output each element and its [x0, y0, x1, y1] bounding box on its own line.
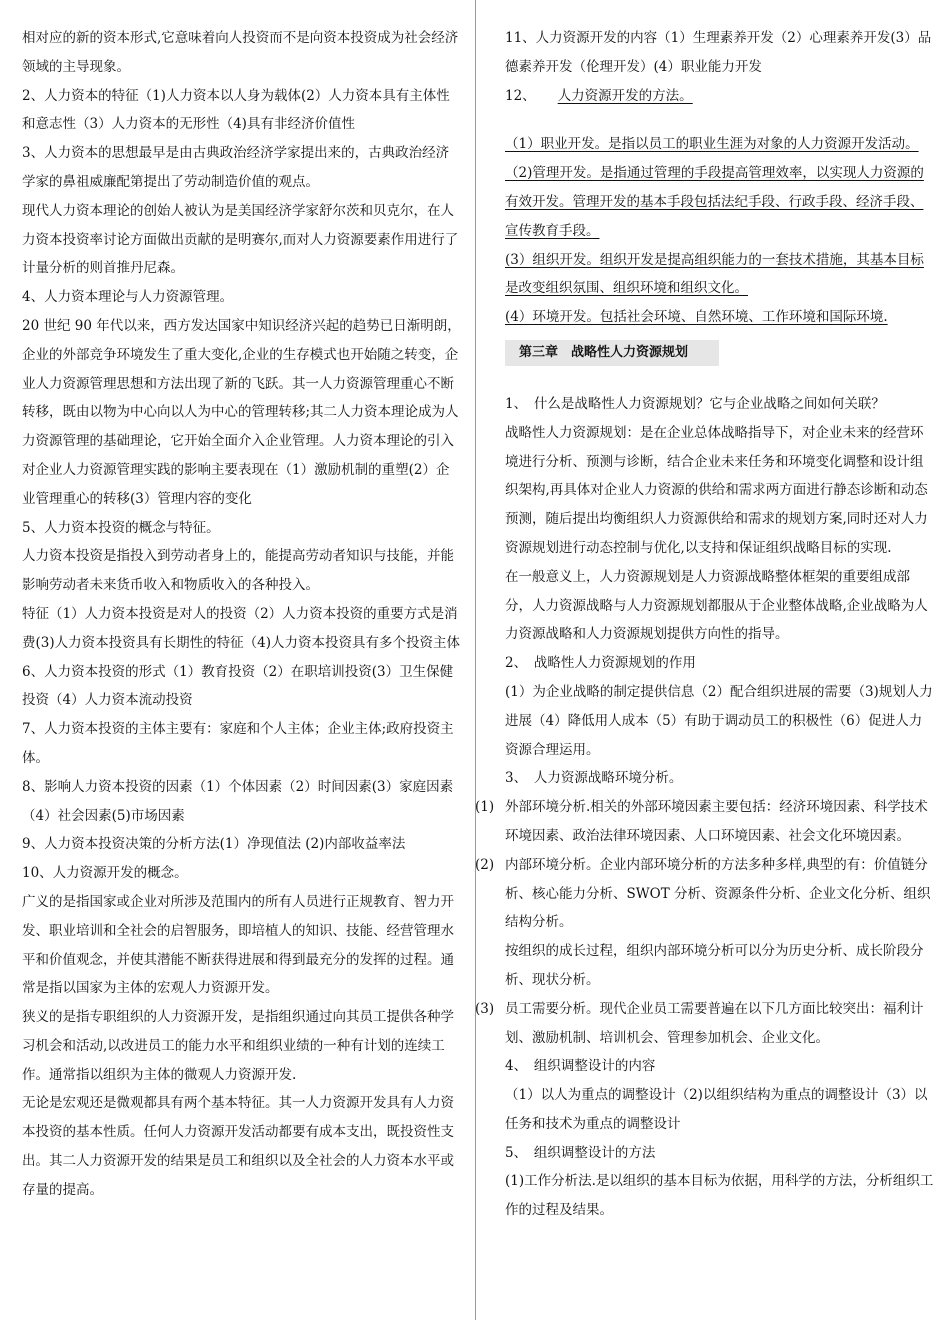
- paragraph: (1）为企业战略的制定提供信息（2）配合组织进展的需要（3)规划人力进展（4）降低用人成本（5）有助于调动员工的积极性（6）促进人力资源合理运用。: [505, 683, 933, 758]
- underlined-paragraph: （1）职业开发。是指以员工的职业生涯为对象的人力资源开发活动。: [505, 136, 919, 153]
- section-heading: 5、人力资本投资的概念与特征。: [22, 519, 220, 536]
- item-text: 内部环境分析。企业内部环境分析的方法多种多样,典型的有：价值链分析、核心能力分析、SWOT 分析、资源条件分析、企业文化分析、组织结构分析。: [505, 856, 931, 931]
- paragraph: 7、人力资本投资的主体主要有：家庭和个人主体；企业主体;政府投资主体。: [22, 721, 454, 766]
- paragraph: 20 世纪 90 年代以来，西方发达国家中知识经济兴起的趋势已日渐明朗，企业的外部竞争环境发生了重大变化,企业的生存模式也开始随之转变，企业人力资源管理思想和方法出现了新的飞跃。其一人力资源管理重心不断转移，既由以物为中心向以人为中心的管理转移;其二人力资本理论成为人力资源管理的基础理论，它开始全面介入企业管理。人力资本理论的引入对企业人力资源管理实践的影响主要表现在（1）激励机制的重塑(2）企业管理重心的转移(3）管理内容的变化: [22, 317, 461, 507]
- left-column: [22, 24, 462, 1205]
- paragraph: 特征（1）人力资本投资是对人的投资（2）人力资本投资的重要方式是消费(3)人力资本投资具有长期性的特征（4)人力资本投资具有多个投资主体: [22, 605, 460, 651]
- item-number: (2): [475, 856, 495, 873]
- section-heading: 2、 战略性人力资源规划的作用: [505, 655, 696, 672]
- column-divider: [475, 0, 476, 1320]
- paragraph: 现代人力资本理论的创始人被认为是美国经济学家舒尔茨和贝克尔，在人力资本投资率讨论方面做出贡献的是明赛尔,而对人力资源要素作用进行了计量分析的则首推丹尼森。: [22, 202, 459, 277]
- section-heading: 4、人力资本理论与人力资源管理。: [22, 289, 234, 306]
- section-heading: 3、 人力资源战略环境分析。: [505, 770, 683, 787]
- chapter-heading: 第三章 战略性人力资源规划: [505, 340, 719, 366]
- spacer: [505, 370, 935, 390]
- item-text: 按组织的成长过程，组织内部环境分析可以分为历史分析、成长阶段分析、现状分析。: [505, 943, 924, 988]
- paragraph: 2、人力资本的特征（1)人力资本以人身为载体(2）人力资本具有主体性和意志性（3）人力资本的无形性（4)具有非经济价值性: [22, 87, 450, 133]
- numbered-item: [475, 851, 935, 937]
- numbered-item: [475, 995, 935, 1053]
- paragraph: 战略性人力资源规划：是在企业总体战略指导下，对企业未来的经营环境进行分析、预测与诊断，结合企业未来任务和环境变化调整和设计组织架构,再具体对企业人力资源的供给和需求两方面进行静态诊断和动态预测，随后提出均衡组织人力资源供给和需求的规划方案,同时还对人力资源规划进行动态控制与优化,以支持和保证组织战略目标的实现.: [505, 424, 928, 556]
- paragraph: 11、人力资源开发的内容（1）生理素养开发（2）心理素养开发(3）品德素养开发（伦理开发）(4）职业能力开发: [505, 30, 932, 75]
- paragraph: 9、人力资本投资决策的分析方法(1）净现值法 (2)内部收益率法: [22, 836, 406, 853]
- right-column: [475, 24, 935, 1225]
- section-heading: [505, 82, 935, 111]
- paragraph: 3、人力资本的思想最早是由古典政治经济学家提出来的，古典政治经济学家的鼻祖威廉配第提出了劳动制造价值的观点。: [22, 145, 450, 190]
- paragraph: 8、影响人力资本投资的因素（1）个体因素（2）时间因素(3）家庭因素（4）社会因素(5)市场因素: [22, 778, 454, 824]
- item-text: 外部环境分析.相关的外部环境因素主要包括：经济环境因素、科学技术环境因素、政治法律环境因素、人口环境因素、社会文化环境因素。: [505, 799, 928, 844]
- item-text: 员工需要分析。现代企业员工需要普遍在以下几方面比较突出：福利计划、激励机制、培训机会、管理参加机会、企业文化。: [505, 1000, 924, 1046]
- paragraph: 相对应的新的资本形式,它意味着向人投资而不是向资本投资成为社会经济领域的主导现象。: [22, 30, 459, 75]
- question-heading: 1、 什么是战略性人力资源规划？它与企业战略之间如何关联？: [505, 395, 885, 412]
- item-number: (3): [475, 1000, 495, 1017]
- section-heading: 5、 组织调整设计的方法: [505, 1144, 656, 1161]
- paragraph: 人力资本投资是指投入到劳动者身上的，能提高劳动者知识与技能，并能影响劳动者未来货币收入和物质收入的各种投入。: [22, 548, 454, 594]
- paragraph: (1)工作分析法.是以组织的基本目标为依据，用科学的方法，分析组织工作的过程及结果。: [505, 1173, 934, 1219]
- paragraph: 6、人力资本投资的形式（1）教育投资（2）在职培训投资(3）卫生保健投资（4）人力资本流动投资: [22, 663, 454, 709]
- paragraph: 广义的是指国家或企业对所涉及范围内的所有人员进行正规教育、智力开发、职业培训和全社会的启智服务，即培植人的知识、技能、经营管理水平和价值观念，并使其潜能不断获得进展和得到最充分的发挥的过程。通常是指以国家为主体的宏观人力资源开发。: [22, 893, 454, 997]
- heading-text: 人力资源开发的方法。: [557, 87, 693, 104]
- underlined-paragraph: (3）组织开发。组织开发是提高组织能力的一套技术措施，其基本目标是改变组织氛围、组织环境和组织文化。: [505, 251, 924, 297]
- paragraph: （1）以人为重点的调整设计（2)以组织结构为重点的调整设计（3）以任务和技术为重点的调整设计: [505, 1087, 928, 1132]
- underlined-paragraph: (4）环境开发。包括社会环境、自然环境、工作环境和国际环境.: [505, 309, 888, 326]
- numbered-item: [505, 937, 935, 995]
- section-heading: 10、人力资源开发的概念。: [22, 865, 188, 882]
- section-heading: 4、 组织调整设计的内容: [505, 1058, 656, 1075]
- spacer: [505, 110, 935, 130]
- underlined-paragraph: （2)管理开发。是指通过管理的手段提高管理效率，以实现人力资源的有效开发。管理开发的基本手段包括法纪手段、行政手段、经济手段、宣传教育手段。: [505, 165, 924, 239]
- item-number: 12、: [505, 87, 536, 104]
- numbered-item: [475, 793, 935, 851]
- item-number: (1): [475, 799, 495, 816]
- paragraph: 狭义的是指专职组织的人力资源开发，是指组织通过向其员工提供各种学习机会和活动,以改进员工的能力水平和组织业绩的一种有计划的连续工作。通常指以组织为主体的微观人力资源开发.: [22, 1009, 454, 1083]
- paragraph: 无论是宏观还是微观都具有两个基本特征。其一人力资源开发具有人力资本投资的基本性质。任何人力资源开发活动都要有成本支出，既投资性支出。其二人力资源开发的结果是员工和组织以及全社会的人力资本水平或存量的提高。: [22, 1095, 454, 1198]
- paragraph: 在一般意义上，人力资源规划是人力资源战略整体框架的重要组成部分，人力资源战略与人力资源规划都服从于企业整体战略,企业战略为人力资源战略和人力资源规划提供方向性的指导。: [505, 568, 928, 643]
